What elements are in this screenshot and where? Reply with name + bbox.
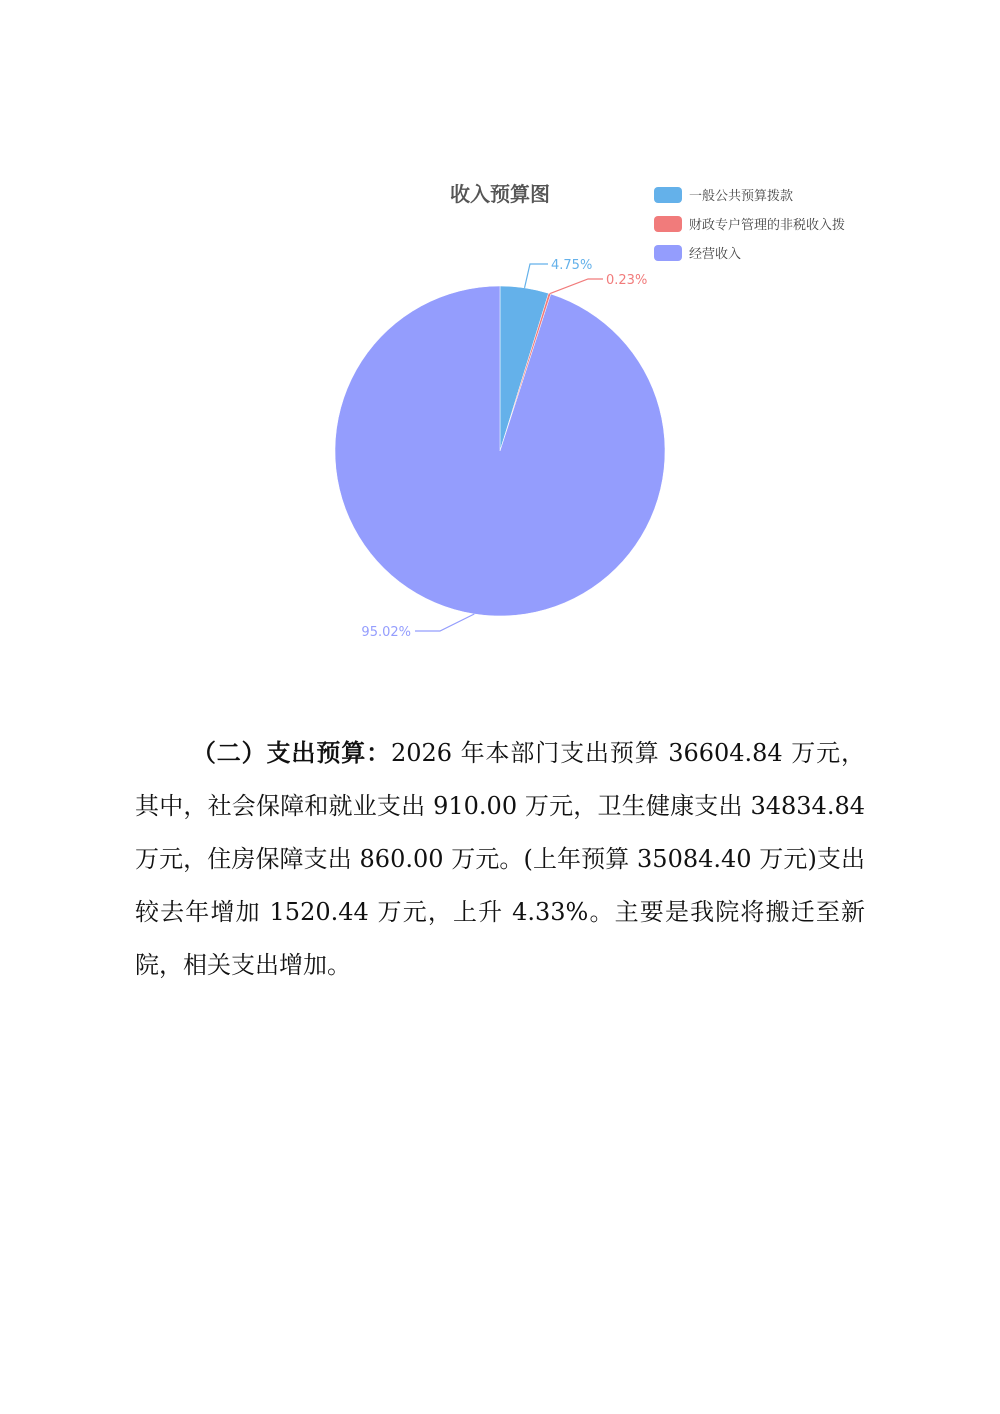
legend-swatch — [654, 187, 682, 203]
slice-percent-label: 4.75% — [551, 258, 593, 273]
label-leader-line — [525, 264, 548, 288]
legend-item-nontax-revenue[interactable] — [654, 209, 874, 238]
pie-chart — [0, 0, 1000, 680]
pie-slice[interactable] — [335, 286, 665, 616]
slice-percent-label: 95.02% — [361, 625, 411, 640]
legend-swatch — [654, 216, 682, 232]
chart-legend — [654, 180, 874, 267]
paragraph-text: 2026 年本部门支出预算 36604.84 万元，其中，社会保障和就业支出 910.00 万元，卫生健康支出 34834.84 万元，住房保障支出 860.00 万元。(上年预算 35084.40 万元)支出较去年增加 1520.44 万元，上升 4.33%。主要是我院将搬迁至新院，相关支出增加。 — [135, 739, 865, 979]
chart-title: 收入预算图 — [450, 182, 550, 206]
section-heading: （二）支出预算： — [191, 739, 391, 767]
legend-label: 经营收入 — [689, 247, 742, 262]
label-leader-line — [550, 279, 603, 294]
slice-percent-label: 0.23% — [606, 273, 648, 288]
label-leader-line — [415, 614, 474, 631]
income-budget-chart — [0, 0, 1000, 680]
legend-label: 财政专户管理的非税收入拨 — [689, 218, 846, 233]
legend-item-general-budget[interactable] — [654, 180, 874, 209]
legend-swatch — [654, 245, 682, 261]
legend-label: 一般公共预算拨款 — [689, 189, 794, 204]
legend-item-operating-income[interactable] — [654, 238, 874, 267]
expenditure-budget-paragraph — [135, 727, 865, 992]
